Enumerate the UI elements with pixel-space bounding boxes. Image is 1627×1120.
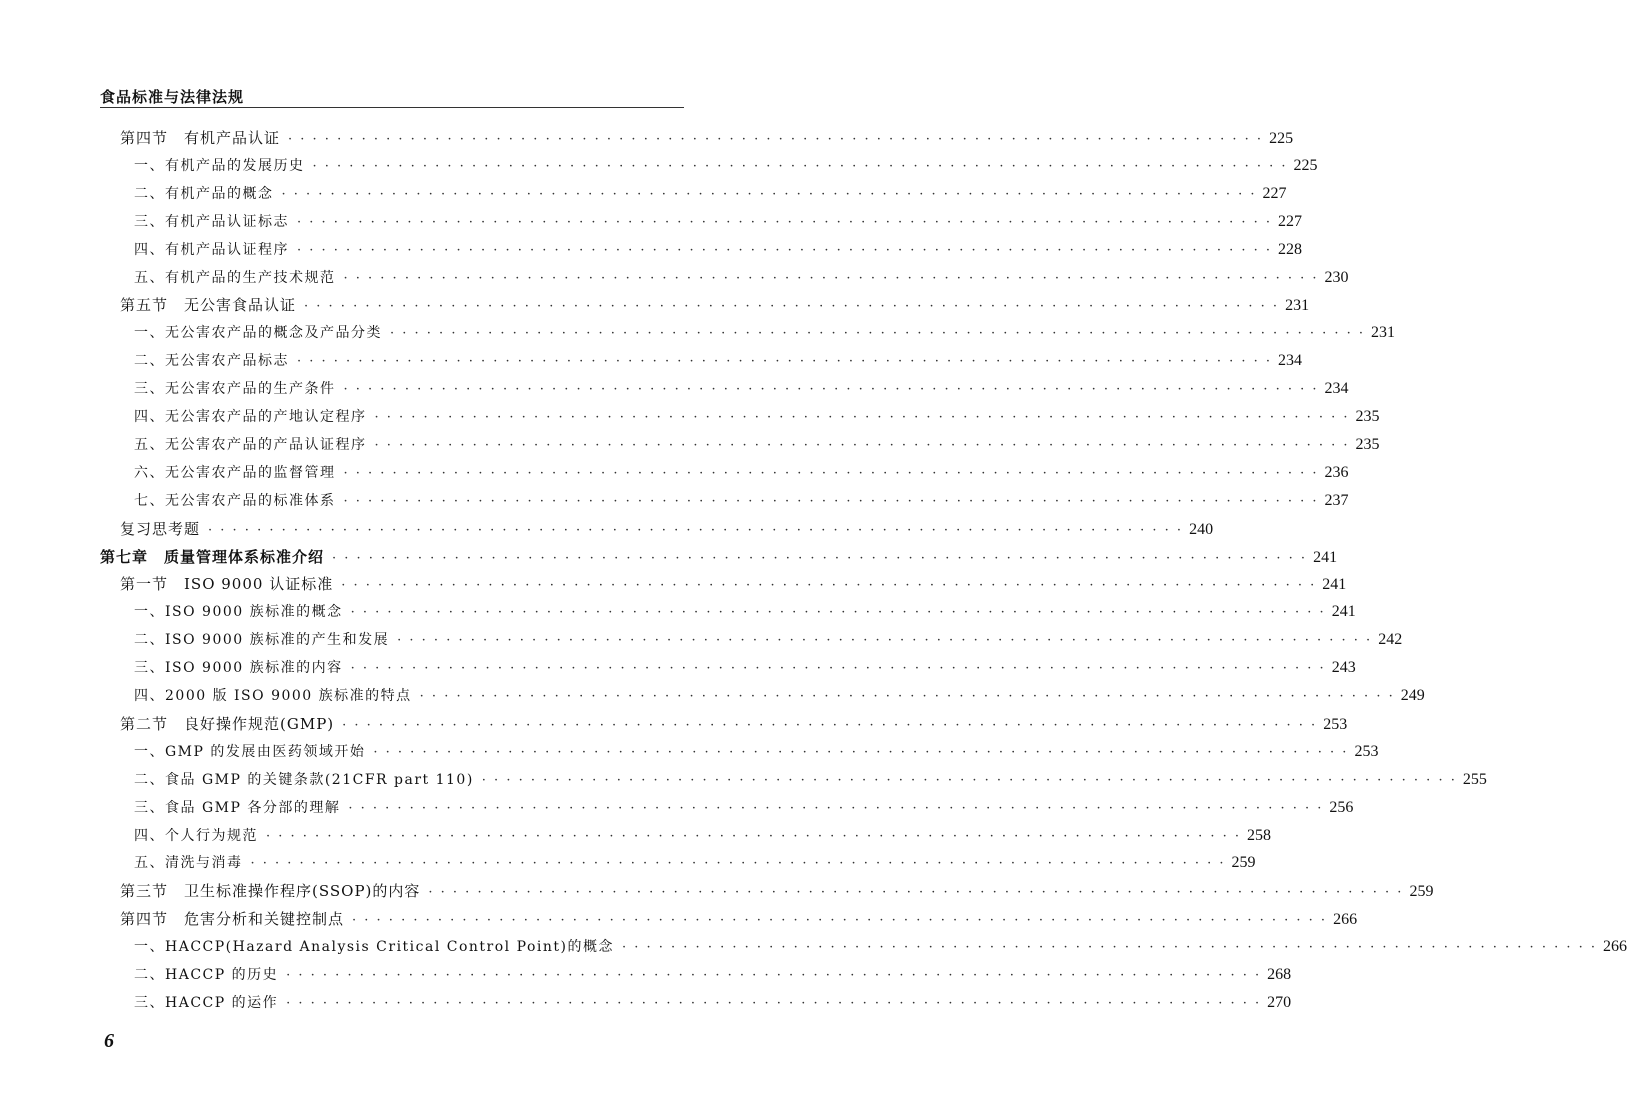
toc-page-number: 234	[1278, 352, 1303, 370]
toc-leader-dots: · · · · · · · · · · · · · · · · · · · · · · · · · · · · · · · · · · · · · · · · · · · · · · · · · · · · · · · · · · · · · · · · · · · · · · · · · · · · · · · ·	[419, 689, 1395, 704]
toc-page-number: 227	[1278, 212, 1303, 230]
toc-entry-title: 七、无公害农产品的标准体系	[134, 492, 336, 509]
toc-page-number: 231	[1371, 324, 1396, 342]
toc-leader-dots: · · · · · · · · · · · · · · · · · · · · · · · · · · · · · · · · · · · · · · · · · · · · · · · · · · · · · · · · · · · · · · · · · · · · · · · · · · · · · · · ·	[297, 214, 1273, 230]
toc-subentry	[134, 738, 1379, 766]
toc-leader-dots: · · · · · · · · · · · · · · · · · · · · · · · · · · · · · · · · · · · · · · · · · · · · · · · · · · · · · · · · · · · · · · · · · · · · · · · · · · · · · · · ·	[286, 995, 1262, 1011]
toc-section-entry	[120, 905, 1358, 933]
toc-entry-title: 一、GMP 的发展由医药领域开始	[134, 743, 366, 760]
toc-page-number: 266	[1333, 911, 1358, 929]
toc-entry-title: 一、HACCP(Hazard Analysis Critical Control Point)的概念	[134, 939, 614, 956]
toc-subentry	[134, 319, 1396, 347]
toc-leader-dots: · · · · · · · · · · · · · · · · · · · · · · · · · · · · · · · · · · · · · · · · · · · · · · · · · · · · · · · · · · · · · · · · · · · · · · · · · · · · · · · ·	[373, 744, 1349, 760]
toc-section-entry	[120, 291, 1310, 319]
toc-page-number: 234	[1324, 380, 1349, 398]
toc-leader-dots: · · · · · · · · · · · · · · · · · · · · · · · · · · · · · · · · · · · · · · · · · · · · · · · · · · · · · · · · · · · · · · · · · · · · · · · · · · · · · · · ·	[304, 299, 1280, 315]
toc-page-number: 249	[1400, 687, 1425, 704]
toc-page-number: 227	[1262, 184, 1287, 202]
toc-subentry	[134, 264, 1349, 292]
toc-entry-title: 三、HACCP 的运作	[134, 994, 279, 1011]
toc-entry-title: 二、有机产品的概念	[134, 185, 274, 202]
toc-leader-dots: · · · · · · · · · · · · · · · · · · · · · · · · · · · · · · · · · · · · · · · · · · · · · · · · · · · · · · · · · · · · · · · · · · · · · · · · · · · · · · · ·	[312, 158, 1288, 174]
toc-page-number: 256	[1329, 798, 1354, 816]
toc-entry-title: 第四节 危害分析和关键控制点	[120, 910, 345, 929]
toc-subentry	[134, 459, 1349, 487]
toc-chapter-entry	[100, 543, 1338, 571]
toc-subentry	[134, 989, 1292, 1017]
running-header-title: 食品标准与法律法规	[100, 88, 245, 106]
toc-subentry	[134, 598, 1356, 626]
toc-leader-dots: · · · · · · · · · · · · · · · · · · · · · · · · · · · · · · · · · · · · · · · · · · · · · · · · · · · · · · · · · · · · · · · · · · · · · · · · · · · · · · · ·	[374, 437, 1350, 453]
toc-page-number: 243	[1331, 659, 1356, 677]
toc-page-number: 230	[1324, 268, 1349, 286]
toc-page-number: 242	[1378, 631, 1403, 649]
toc-entry-title: 二、HACCP 的历史	[134, 967, 279, 983]
toc-page-number: 231	[1285, 297, 1310, 315]
toc-entry-title: 三、无公害农产品的生产条件	[134, 381, 336, 398]
toc-subentry	[134, 766, 1487, 794]
toc-leader-dots: · · · · · · · · · · · · · · · · · · · · · · · · · · · · · · · · · · · · · · · · · · · · · · · · · · · · · · · · · · · · · · · · · · · · · · · · · · · · · · · ·	[428, 885, 1404, 901]
toc-page-number: 241	[1322, 576, 1347, 594]
toc-subentry	[134, 849, 1256, 877]
toc-leader-dots: · · · · · · · · · · · · · · · · · · · · · · · · · · · · · · · · · · · · · · · · · · · · · · · · · · · · · · · · · · · · · · · · · · · · · · · · · · · · · · · ·	[208, 522, 1184, 538]
toc-leader-dots: · · · · · · · · · · · · · · · · · · · · · · · · · · · · · · · · · · · · · · · · · · · · · · · · · · · · · · · · · · · · · · · · · · · · · · · · · · · · · · · ·	[350, 605, 1326, 621]
toc-entry-title: 二、无公害农产品标志	[134, 353, 289, 370]
toc-page-number: 258	[1247, 826, 1272, 844]
toc-page-number: 255	[1462, 770, 1487, 788]
toc-section-entry	[120, 877, 1434, 905]
toc-section-entry	[120, 570, 1347, 598]
toc-subentry	[134, 431, 1380, 459]
toc-entry-title: 四、2000 版 ISO 9000 族标准的特点	[134, 688, 412, 704]
toc-subentry	[134, 961, 1292, 989]
toc-page-number: 270	[1267, 993, 1292, 1011]
toc-leader-dots: · · · · · · · · · · · · · · · · · · · · · · · · · · · · · · · · · · · · · · · · · · · · · · · · · · · · · · · · · · · · · · · · · · · · · · · · · · · · · · · ·	[621, 940, 1598, 956]
toc-subentry	[134, 487, 1349, 515]
toc-entry-title: 第二节 良好操作规范(GMP)	[120, 714, 335, 733]
toc-subentry	[134, 794, 1354, 822]
toc-entry-title: 复习思考题	[120, 519, 201, 538]
toc-page-number: 225	[1293, 156, 1318, 174]
toc-entry-title: 第一节 ISO 9000 认证标准	[120, 575, 334, 594]
toc-entry-title: 四、无公害农产品的产地认定程序	[134, 409, 367, 425]
toc-page-number: 236	[1324, 463, 1349, 481]
toc-leader-dots: · · · · · · · · · · · · · · · · · · · · · · · · · · · · · · · · · · · · · · · · · · · · · · · · · · · · · · · · · · · · · · · · · · · · · · · · · · · · · · · ·	[250, 856, 1226, 872]
toc-subentry	[134, 654, 1356, 682]
toc-entry-title: 五、有机产品的生产技术规范	[134, 269, 336, 286]
toc-page-number: 241	[1313, 548, 1338, 566]
toc-entry-title: 五、无公害农产品的产品认证程序	[134, 436, 367, 453]
toc-leader-dots: · · · · · · · · · · · · · · · · · · · · · · · · · · · · · · · · · · · · · · · · · · · · · · · · · · · · · · · · · · · · · · · · · · · · · · · · · · · · · · · ·	[397, 633, 1373, 649]
toc-subentry	[134, 626, 1403, 654]
toc-subentry	[134, 933, 1627, 961]
toc-leader-dots: · · · · · · · · · · · · · · · · · · · · · · · · · · · · · · · · · · · · · · · · · · · · · · · · · · · · · · · · · · · · · · · · · · · · · · · · · · · · · · · ·	[332, 550, 1308, 566]
toc-entry-title: 三、食品 GMP 各分部的理解	[134, 799, 341, 816]
toc-section-entry	[120, 124, 1294, 152]
toc-entry-title: 一、无公害农产品的概念及产品分类	[134, 325, 382, 342]
toc-entry-title: 三、有机产品认证标志	[134, 213, 289, 230]
toc-leader-dots: · · · · · · · · · · · · · · · · · · · · · · · · · · · · · · · · · · · · · · · · · · · · · · · · · · · · · · · · · · · · · · · · · · · · · · · · · · · · · · · ·	[341, 578, 1317, 594]
toc-entry-title: 一、有机产品的发展历史	[134, 157, 305, 174]
toc-leader-dots: · · · · · · · · · · · · · · · · · · · · · · · · · · · · · · · · · · · · · · · · · · · · · · · · · · · · · · · · · · · · · · · · · · · · · · · · · · · · · · · ·	[374, 410, 1350, 425]
toc-leader-dots: · · · · · · · · · · · · · · · · · · · · · · · · · · · · · · · · · · · · · · · · · · · · · · · · · · · · · · · · · · · · · · · · · · · · · · · · · · · · · · · ·	[281, 186, 1257, 202]
toc-leader-dots: · · · · · · · · · · · · · · · · · · · · · · · · · · · · · · · · · · · · · · · · · · · · · · · · · · · · · · · · · · · · · · · · · · · · · · · · · · · · · · · ·	[297, 242, 1273, 258]
toc-entry-title: 第三节 卫生标准操作程序(SSOP)的内容	[120, 882, 421, 901]
toc-entry-title: 一、ISO 9000 族标准的概念	[134, 604, 343, 621]
toc-leader-dots: · · · · · · · · · · · · · · · · · · · · · · · · · · · · · · · · · · · · · · · · · · · · · · · · · · · · · · · · · · · · · · · · · · · · · · · · · · · · · · · ·	[288, 132, 1264, 147]
toc-page-number: 235	[1355, 435, 1380, 453]
toc-leader-dots: · · · · · · · · · · · · · · · · · · · · · · · · · · · · · · · · · · · · · · · · · · · · · · · · · · · · · · · · · · · · · · · · · · · · · · · · · · · · · · · ·	[343, 493, 1319, 509]
toc-entry-title: 六、无公害农产品的监督管理	[134, 464, 336, 481]
toc-section-entry	[120, 515, 1214, 543]
toc-subentry	[134, 403, 1380, 431]
toc-leader-dots: · · · · · · · · · · · · · · · · · · · · · · · · · · · · · · · · · · · · · · · · · · · · · · · · · · · · · · · · · · · · · · · · · · · · · · · · · · · · · · · ·	[343, 382, 1319, 398]
toc-page-number: 259	[1231, 854, 1256, 872]
toc-subentry	[134, 208, 1303, 236]
toc-section-entry	[120, 710, 1348, 738]
toc-page-number: 235	[1355, 408, 1380, 425]
toc-subentry	[134, 375, 1349, 403]
toc-leader-dots: · · · · · · · · · · · · · · · · · · · · · · · · · · · · · · · · · · · · · · · · · · · · · · · · · · · · · · · · · · · · · · · · · · · · · · · · · · · · · · · ·	[343, 465, 1319, 481]
toc-leader-dots: · · · · · · · · · · · · · · · · · · · · · · · · · · · · · · · · · · · · · · · · · · · · · · · · · · · · · · · · · · · · · · · · · · · · · · · · · · · · · · · ·	[342, 717, 1318, 733]
toc-entry-title: 五、清洗与消毒	[134, 855, 243, 872]
toc-entry-title: 二、ISO 9000 族标准的产生和发展	[134, 632, 390, 649]
toc-subentry	[134, 347, 1303, 375]
toc-subentry	[134, 822, 1272, 850]
toc-leader-dots: · · · · · · · · · · · · · · · · · · · · · · · · · · · · · · · · · · · · · · · · · · · · · · · · · · · · · · · · · · · · · · · · · · · · · · · · · · · · · · · ·	[297, 354, 1273, 370]
toc-page-number: 240	[1189, 520, 1214, 538]
toc-page-number: 228	[1278, 240, 1303, 258]
toc-entry-title: 第七章 质量管理体系标准介绍	[100, 547, 325, 566]
toc-leader-dots: · · · · · · · · · · · · · · · · · · · · · · · · · · · · · · · · · · · · · · · · · · · · · · · · · · · · · · · · · · · · · · · · · · · · · · · · · · · · · · · ·	[352, 913, 1328, 929]
toc-subentry	[134, 236, 1303, 264]
toc-subentry	[134, 180, 1287, 208]
toc-entry-title: 四、个人行为规范	[134, 827, 258, 844]
toc-leader-dots: · · · · · · · · · · · · · · · · · · · · · · · · · · · · · · · · · · · · · · · · · · · · · · · · · · · · · · · · · · · · · · · · · · · · · · · · · · · · · · · ·	[286, 968, 1262, 983]
header-rule	[100, 107, 684, 108]
toc-page-number: 266	[1603, 938, 1627, 956]
toc-page-number: 253	[1323, 715, 1348, 733]
toc-subentry	[134, 152, 1318, 180]
toc-page-number: 259	[1409, 883, 1434, 901]
toc-entry-title: 第四节 有机产品认证	[120, 129, 281, 147]
toc-leader-dots: · · · · · · · · · · · · · · · · · · · · · · · · · · · · · · · · · · · · · · · · · · · · · · · · · · · · · · · · · · · · · · · · · · · · · · · · · · · · · · · ·	[350, 661, 1326, 677]
toc-page-number: 225	[1269, 130, 1294, 147]
page-number: 6	[104, 1030, 114, 1052]
toc-subentry	[134, 682, 1425, 710]
toc-entry-title: 二、食品 GMP 的关键条款(21CFR part 110)	[134, 771, 474, 788]
toc-leader-dots: · · · · · · · · · · · · · · · · · · · · · · · · · · · · · · · · · · · · · · · · · · · · · · · · · · · · · · · · · · · · · · · · · · · · · · · · · · · · · · · ·	[348, 800, 1324, 816]
toc-entry-title: 四、有机产品认证程序	[134, 241, 289, 258]
toc-entry-title: 三、ISO 9000 族标准的内容	[134, 660, 343, 677]
toc-leader-dots: · · · · · · · · · · · · · · · · · · · · · · · · · · · · · · · · · · · · · · · · · · · · · · · · · · · · · · · · · · · · · · · · · · · · · · · · · · · · · · · ·	[266, 828, 1242, 844]
toc-page-number: 268	[1267, 966, 1292, 983]
toc-page-number: 253	[1354, 742, 1379, 760]
toc-page-number: 237	[1324, 491, 1349, 509]
toc-leader-dots: · · · · · · · · · · · · · · · · · · · · · · · · · · · · · · · · · · · · · · · · · · · · · · · · · · · · · · · · · · · · · · · · · · · · · · · · · · · · · · · ·	[390, 326, 1366, 342]
toc-entry-title: 第五节 无公害食品认证	[120, 296, 297, 315]
toc-leader-dots: · · · · · · · · · · · · · · · · · · · · · · · · · · · · · · · · · · · · · · · · · · · · · · · · · · · · · · · · · · · · · · · · · · · · · · · · · · · · · · · ·	[481, 772, 1457, 788]
toc-leader-dots: · · · · · · · · · · · · · · · · · · · · · · · · · · · · · · · · · · · · · · · · · · · · · · · · · · · · · · · · · · · · · · · · · · · · · · · · · · · · · · · ·	[343, 270, 1319, 286]
toc-page-number: 241	[1331, 603, 1356, 621]
